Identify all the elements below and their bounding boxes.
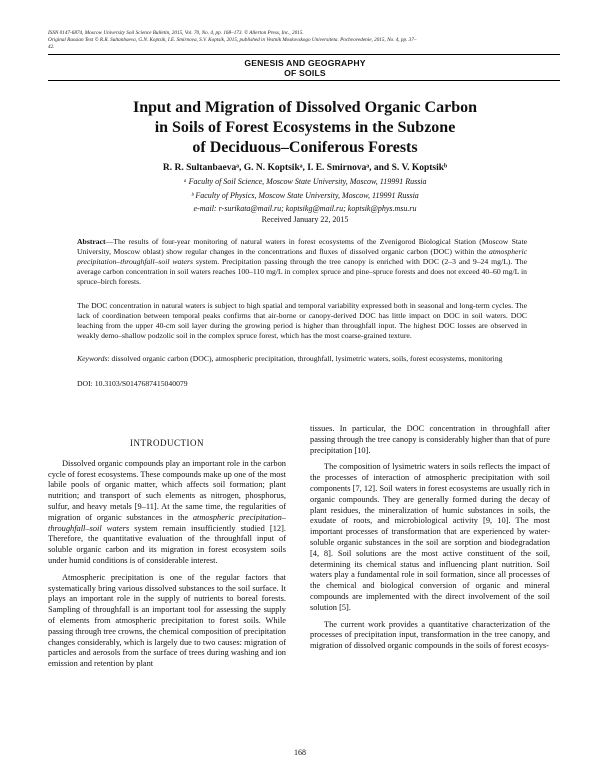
intro-paragraph-1 <box>48 459 286 567</box>
intro-text-1-italic: atmospheric precipitation–throughfall–soil waters <box>48 512 286 533</box>
doi: DOI: 10.3103/S0147687415040079 <box>77 379 188 388</box>
journal-header-line-1: ISSN 0147-6874, Moscow University Soil Science Bulletin, 2015, Vol. 70, No. 4, pp. 168–173. © Allerton Press, Inc., 2015. <box>48 30 304 36</box>
journal-header <box>48 30 568 51</box>
author-list: R. R. Sultanbaevaᵃ, G. N. Koptsikᵃ, I. E. Smirnovaᵃ, and S. V. Koptsikᵇ <box>162 163 448 173</box>
header-rule <box>48 54 560 55</box>
abstract-text-1-italic: atmospheric precipitation–throughfall–soil waters <box>77 247 527 266</box>
intro-paragraph-2: Atmospheric precipitation is one of the regular factors that systematically bring various dissolved substances to the soil surface. It plays an important role in the supply of nutrients to boreal forests. Sampling of throughfall is an important tool for assessing the supply of elements from atmospheric precipitation to forest soils. While passing through tree crowns, the chemical composition of precipitation changes considerably, which is largely due to two causes: migration of particles and aerosols from the surface of trees during washing and ion emission and retention by plant <box>48 572 286 669</box>
received-date: Received January 22, 2015 <box>261 215 349 224</box>
journal-header-line-2: Original Russian Text © R.R. Sultanbaeva, G.N. Koptsik, I.E. Smirnova, S.V. Koptsik, 2015, published in Vestnik Moskovskogo Universiteta. Pochvovedenie, 2015, No. 4, pp. 37– <box>48 37 417 43</box>
intro-paragraph-3: The composition of lysimetric waters in soils reflects the impact of the processes of interaction of atmospheric precipitation with soil components [7, 12]. Soil waters in forest ecosystems are usually rich in organic compounds. They are generally formed during the decay of plant residues, the mineralization of humic substances in soils, the exudate of roots, and microbiological activity [9, 10]. The most important processes of transformation that are experienced by water-soluble organic substances in the soil are sorption and biodegradation [4, 8]. Soil solutions are the most active constituent of the soil, determining its chemical status and influencing plant nutrition. Soil waters play a fundamental role in soil formation, since all processes of the chemical and biological conversion of organic and mineral compounds are implemented with the direct involvement of the soil solution [5]. <box>310 462 550 612</box>
author-emails: e-mail: r-surikata@mail.ru; koptsikg@mail.ru; koptsik@phys.msu.ru <box>193 204 417 213</box>
left-column <box>48 410 286 676</box>
abstract-paragraph-2: The DOC concentration in natural waters is subject to high spatial and temporal variability expressed both in seasonal and long-term cycles. The lack of coordination between temporal peaks confirms that air-borne or canopy-derived DOC has little impact on DOC in soil waters. DOC leaching from the upper 40-cm soil layer during the growing period is higher than throughfall input. The highest DOC losses are observed in weakly demo–shallow podzolic soil in the complex spruce forest, which has the most coarse-grained texture. <box>77 301 527 340</box>
title-line-1: Input and Migration of Dissolved Organic Carbon <box>132 99 478 116</box>
intro-paragraph-4: The current work provides a quantitative characterization of the processes of precipitation input, transformation in the tree canopy, and migration of dissolved organic compounds in the soils of forest ecosys- <box>310 619 550 651</box>
intro-paragraph-2-continued: tissues. In particular, the DOC concentration in throughfall after passing through the tree canopy is considerably higher than that of pure precipitation [10]. <box>310 424 550 455</box>
introduction-heading: INTRODUCTION <box>130 438 204 448</box>
abstract-label: Abstract <box>77 237 106 246</box>
section-heading-line-1: GENESIS AND GEOGRAPHY <box>244 58 366 68</box>
article-title <box>60 98 550 158</box>
page-number: 168 <box>294 748 306 757</box>
title-line-3: of Deciduous–Coniferous Forests <box>192 139 418 156</box>
section-rule <box>48 80 560 81</box>
section-heading-line-2: OF SOILS <box>284 68 326 78</box>
abstract-text-1b: system. Precipitation passing through the tree canopy is enriched with DOC (2–3 and 9–24 mg/L). The average carbon concentration in soil waters reaches 100–110 mg/L in complex spruce and pine–spruce forests and does not exceed 40–60 mg/L in spruce–birch forests. <box>77 257 527 286</box>
intro-text-1a: Dissolved organic compounds play an important role in the carbon cycle of forest ecosystems. These compounds make up one of the most labile pools of organic matter, which affects soil formation; plant nutrition; and transport of such elements as nitrogen, phosphorus, sulfur, and heavy metals [9–11]. At the same time, the regularities of migration of organic substances in the <box>48 458 286 522</box>
keywords-text: : dissolved organic carbon (DOC), atmospheric precipitation, throughfall, lysimetric waters, soils, forest ecosystems, monitoring <box>107 354 503 363</box>
abstract-paragraph-1 <box>77 237 527 287</box>
journal-header-line-3: 42. <box>48 44 55 50</box>
abstract-text-1a: —The results of four-year monitoring of natural waters in forest ecosystems of the Zvenigorod Biological Station (Moscow State University, Moscow oblast) show regular changes in the concentrations and fluxes of dissolved organic carbon (DOC) within the <box>77 237 527 256</box>
keywords-label: Keywords <box>77 354 108 363</box>
intro-text-1b: system remain insufficiently studied [12]. Therefore, the quantitative evaluation of the throughfall input of soluble organic carbon and its migration in forest ecosystem soils under humid conditions is of considerable interest. <box>48 523 286 565</box>
right-column <box>310 424 550 658</box>
affiliation-b: ᵇ Faculty of Physics, Moscow State University, Moscow, 119991 Russia <box>191 191 419 200</box>
title-line-2: in Soils of Forest Ecosystems in the Subzone <box>154 119 456 136</box>
affiliation-a: ᵃ Faculty of Soil Science, Moscow State University, Moscow, 119991 Russia <box>183 177 427 186</box>
section-heading <box>200 58 410 78</box>
keywords <box>77 354 527 364</box>
